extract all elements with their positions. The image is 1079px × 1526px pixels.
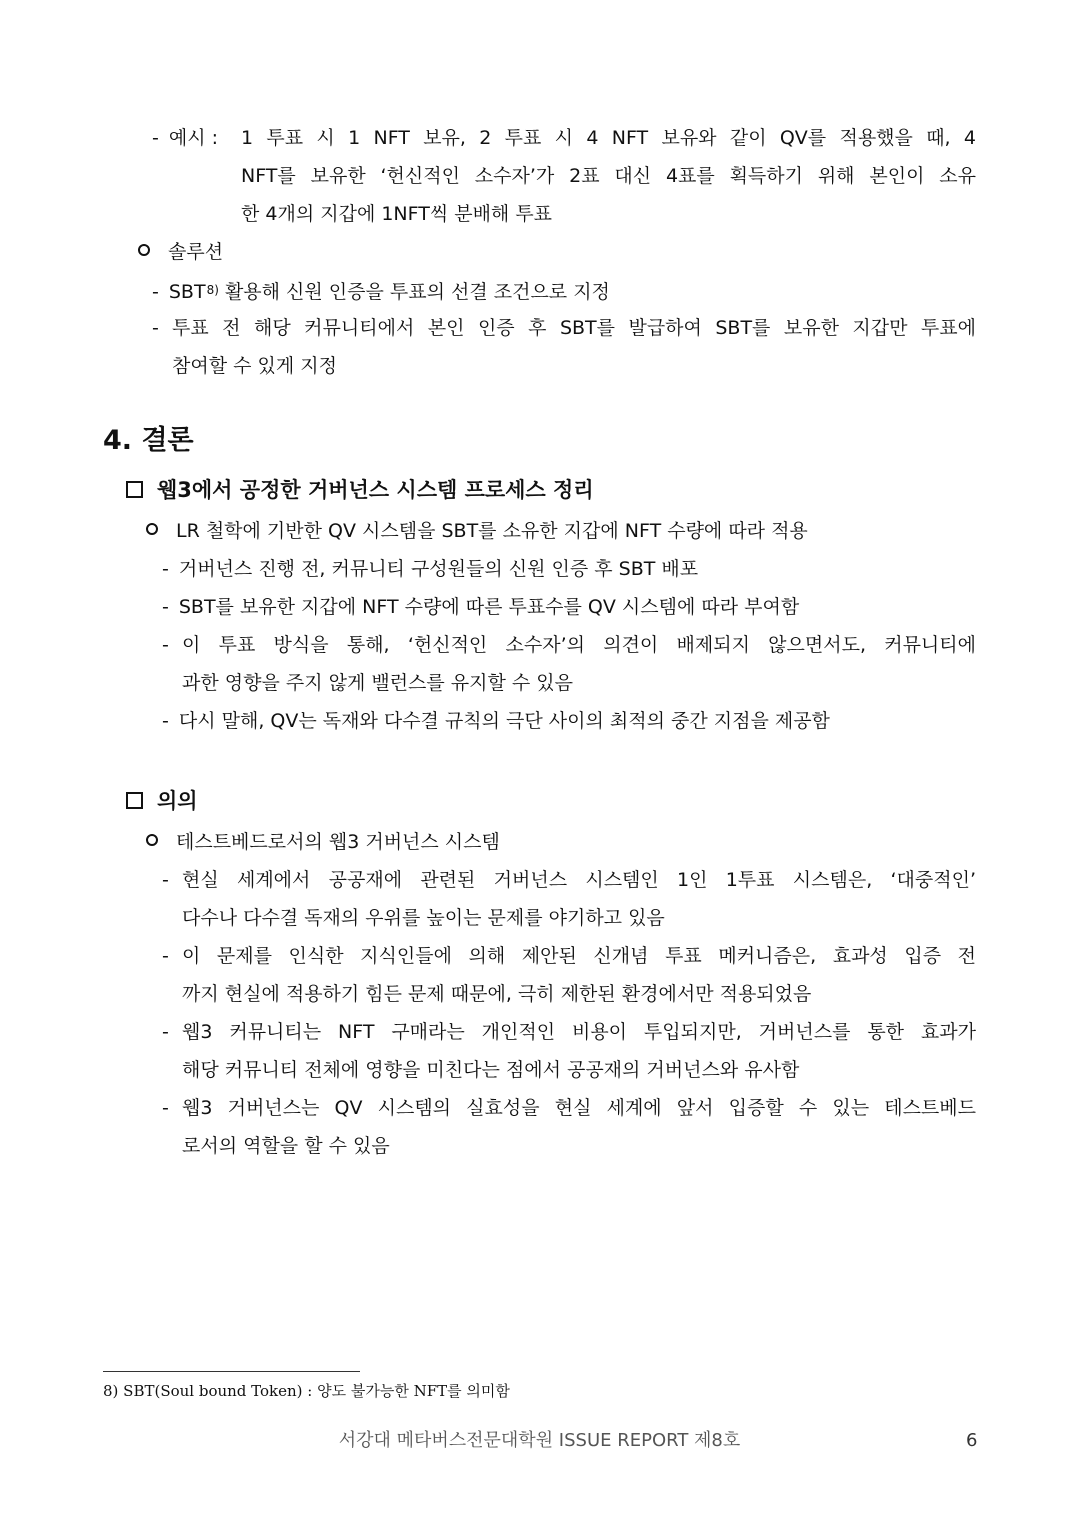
subsection-1-bullet: LR 철학에 기반한 QV 시스템을 SBT를 소유한 지갑에 NFT 수량에 따라 적용 bbox=[146, 518, 808, 544]
circle-bullet-icon bbox=[146, 523, 158, 535]
list-item: 이 투표 방식을 통해, ‘헌신적인 소수자’의 의견이 배제되지 않으면서도, 커뮤니티에 bbox=[182, 634, 976, 656]
list-item: 현실 세계에서 공공재에 관련된 거버넌스 시스템인 1인 1투표 시스템은, ‘대중적인’ bbox=[182, 869, 976, 891]
list-item-dash: - bbox=[162, 1021, 169, 1043]
subsection-heading-2: 의의 bbox=[126, 787, 198, 815]
solution-item-2-dash: - bbox=[152, 317, 159, 339]
subsection-heading-1: 웹3에서 공정한 거버넌스 시스템 프로세스 정리 bbox=[126, 476, 594, 504]
example-text-2: NFT를 보유한 ‘헌신적인 소수자’가 2표 대신 4표를 획득하기 위해 본인이 소유 bbox=[241, 165, 976, 187]
list-item-cont: 해당 커뮤니티 전체에 영향을 미친다는 점에서 공공재의 거버넌스와 유사함 bbox=[182, 1059, 800, 1081]
page-footer-title: 서강대 메타버스전문대학원 ISSUE REPORT 제8호 bbox=[338, 1430, 741, 1451]
list-item-cont: 까지 현실에 적용하기 힘든 문제 때문에, 극히 제한된 환경에서만 적용되었음 bbox=[182, 983, 812, 1005]
example-text-1: 1 투표 시 1 NFT 보유, 2 투표 시 4 NFT 보유와 같이 QV를 적용했을 때, 4 bbox=[241, 127, 976, 149]
list-item: - 거버넌스 진행 전, 커뮤니티 구성원들의 신원 인증 후 SBT 배포 bbox=[162, 558, 699, 580]
list-item: 웹3 거버넌스는 QV 시스템의 실효성을 현실 세계에 앞서 입증할 수 있는 테스트베드 bbox=[182, 1097, 976, 1119]
solution-item-2-line-2: 참여할 수 있게 지정 bbox=[172, 355, 337, 377]
page-number: 6 bbox=[966, 1430, 978, 1451]
checkbox-square-icon bbox=[126, 481, 143, 498]
solution-item-2-line-1: 투표 전 해당 커뮤니티에서 본인 인증 후 SBT를 발급하여 SBT를 보유한 지갑만 투표에 bbox=[172, 317, 976, 339]
example-label: 예시 : bbox=[168, 127, 219, 149]
example-text-3: 한 4개의 지갑에 1NFT씩 분배해 투표 bbox=[241, 203, 553, 225]
list-item-dash: - bbox=[162, 869, 169, 891]
list-item-dash: - bbox=[162, 634, 169, 656]
list-item-cont: 과한 영향을 주지 않게 밸런스를 유지할 수 있음 bbox=[182, 672, 574, 694]
list-item-cont: 로서의 역할을 할 수 있음 bbox=[182, 1135, 390, 1157]
list-item: - 다시 말해, QV는 독재와 다수결 규칙의 극단 사이의 최적의 중간 지점을 제공함 bbox=[162, 710, 830, 732]
circle-bullet-icon bbox=[146, 834, 158, 846]
solution-bullet bbox=[138, 239, 223, 265]
list-item-dash: - bbox=[162, 1097, 169, 1119]
list-item-cont: 다수나 다수결 독재의 우위를 높이는 문제를 야기하고 있음 bbox=[182, 907, 665, 929]
list-item: - SBT를 보유한 지갑에 NFT 수량에 따른 투표수를 QV 시스템에 따라 부여함 bbox=[162, 596, 800, 618]
footnote-ref: 8) bbox=[206, 283, 219, 297]
example-line-1: - 예시 : bbox=[152, 127, 219, 149]
footnote: 8) SBT(Soul bound Token) : 양도 불가능한 NFT를 의미함 bbox=[103, 1382, 510, 1400]
list-item-dash: - bbox=[162, 945, 169, 967]
list-item: 이 문제를 인식한 지식인들에 의해 제안된 신개념 투표 메커니즘은, 효과성 입증 전 bbox=[182, 945, 976, 967]
checkbox-square-icon bbox=[126, 792, 143, 809]
footnote-divider bbox=[103, 1371, 360, 1372]
subsection-2-bullet: 테스트베드로서의 웹3 거버넌스 시스템 bbox=[146, 829, 500, 855]
solution-item-1: - SBT$^{8)}$ 활용해 신원 인증을 투표의 선결 조건으로 지정 bbox=[152, 281, 610, 303]
solution-heading: 솔루션 bbox=[168, 241, 224, 263]
circle-bullet-icon bbox=[138, 244, 150, 256]
section-title: 4. 결론 bbox=[103, 425, 194, 456]
list-item: 웹3 커뮤니티는 NFT 구매라는 개인적인 비용이 투입되지만, 거버넌스를 통한 효과가 bbox=[182, 1021, 976, 1043]
